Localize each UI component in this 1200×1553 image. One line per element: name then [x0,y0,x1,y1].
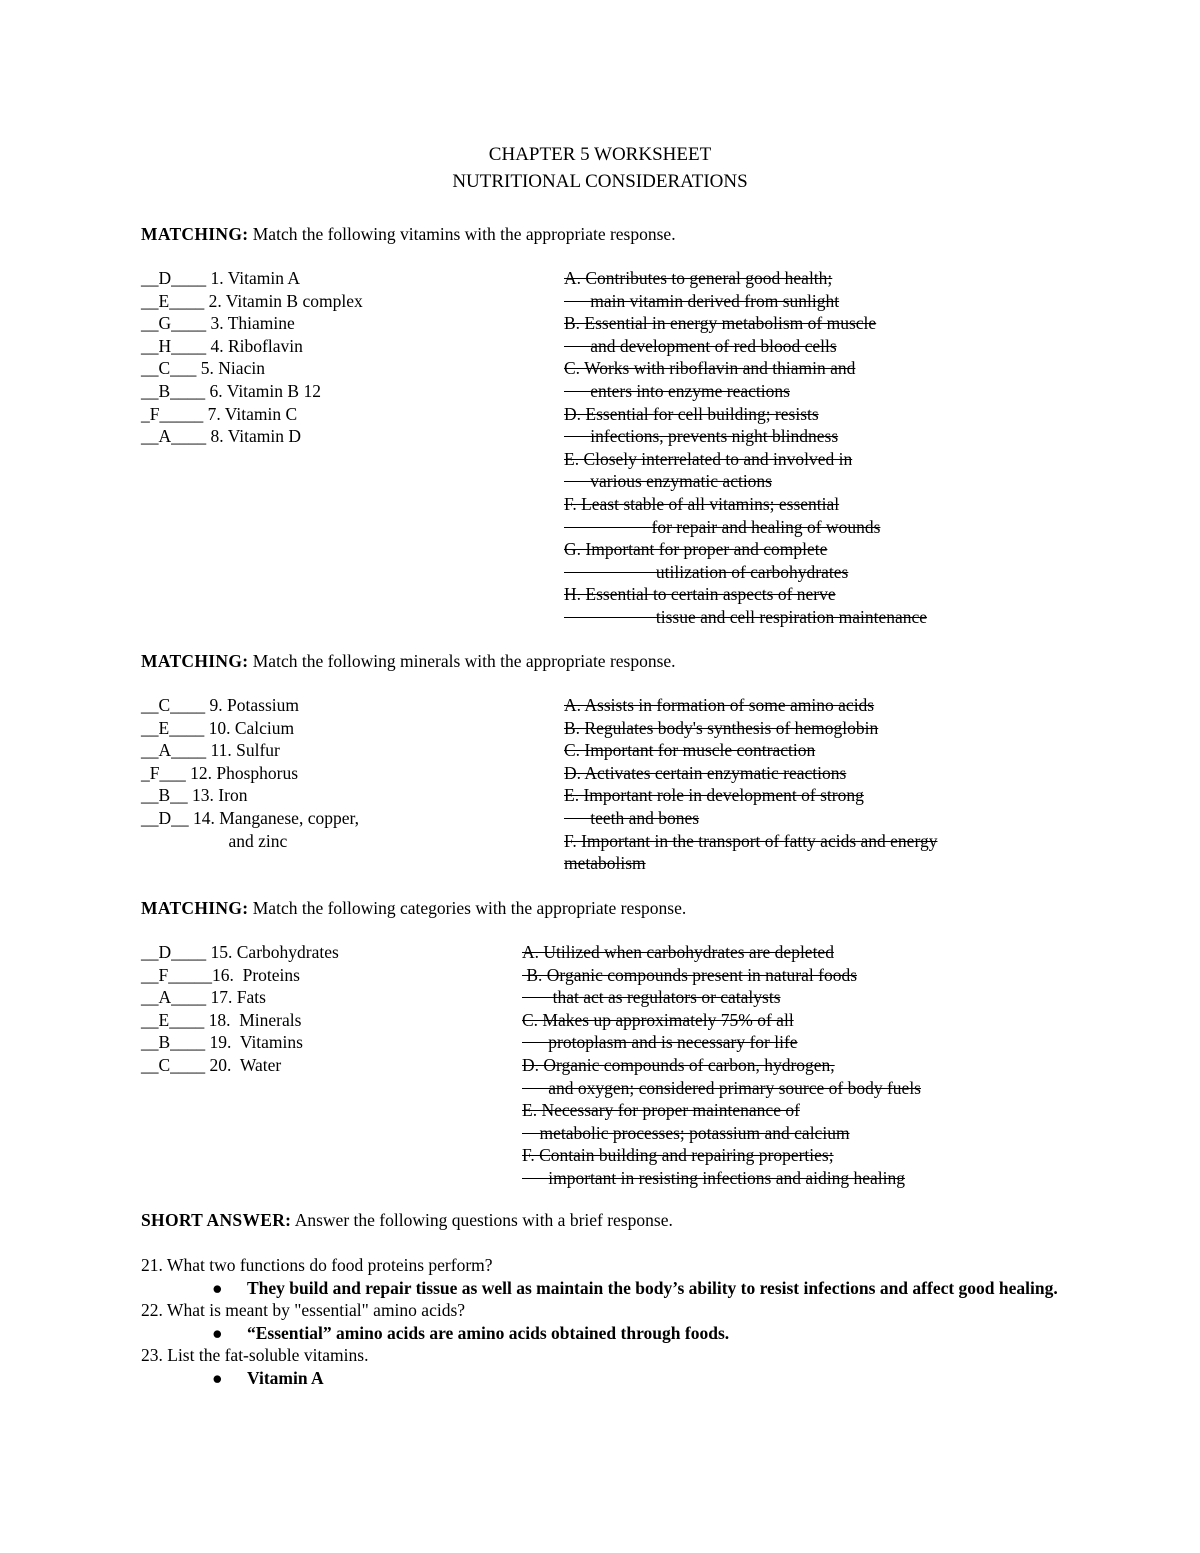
list-item: __A____ 8. Vitamin D [141,426,302,447]
section-label: SHORT ANSWER: [141,1210,292,1230]
answer-text: “Essential” amino acids are amino acids obtained through foods. [247,1322,730,1343]
question-text: 21. What two functions do food proteins perform? [141,1255,493,1275]
list-item: __B____ 19. Vitamins [141,1032,303,1053]
response-line: metabolic processes; potassium and calcium [522,1122,850,1143]
list-item: __G____ 3. Thiamine [141,313,295,334]
minerals-response-list [564,694,937,875]
list-item: __E____ 2. Vitamin B complex [141,290,363,311]
list-item: __D__ 14. Manganese, copper, [141,807,359,828]
bullet-icon: ● [212,1367,223,1388]
response-line: F. Contain building and repairing properties; [522,1145,834,1166]
list-item: __B____ 6. Vitamin B 12 [141,380,321,401]
minerals-section-heading [141,651,676,672]
list-item: __D____ 1. Vitamin A [141,268,301,288]
response-line: enters into enzyme reactions [564,380,790,401]
response-line: C. Works with riboflavin and thiamin and [564,358,856,379]
response-line: C. Makes up approximately 75% of all [522,1009,794,1030]
list-item: __A____ 11. Sulfur [141,740,280,761]
response-line: metabolism [564,853,646,874]
short-answer-list [141,1254,1071,1390]
response-line: A. Utilized when carbohydrates are depleted [522,942,834,962]
response-line: main vitamin derived from sunlight [564,290,840,311]
list-item: _F___ 12. Phosphorus [141,762,299,783]
response-line: E. Closely interrelated to and involved in [564,448,853,469]
answer-item [141,1277,1071,1300]
response-line: teeth and bones [564,807,700,828]
categories-response-list [522,941,921,1190]
response-line: G. Important for proper and complete [564,539,828,560]
list-item: __B__ 13. Iron [141,785,248,806]
response-line: E. Important role in development of strong [564,785,864,806]
list-item: __E____ 10. Calcium [141,717,295,738]
response-line: and oxygen; considered primary source of body fuels [522,1077,921,1098]
response-line: B. Essential in energy metabolism of muscle [564,313,877,334]
vitamins-response-list [564,267,927,629]
list-item: __A____ 17. Fats [141,987,266,1008]
section-instruction: Match the following minerals with the appropriate response. [252,651,676,671]
response-line: A. Assists in formation of some amino acids [564,695,875,715]
answer-text: Vitamin A [247,1367,324,1388]
response-line: F. Important in the transport of fatty acids and energy [564,830,938,851]
list-item: __C____ 9. Potassium [141,695,300,715]
section-instruction: Answer the following questions with a brief response. [294,1210,673,1230]
response-line: protoplasm and is necessary for life [522,1032,798,1053]
section-label: MATCHING: [141,224,249,244]
list-item: __C____ 20. Water [141,1054,282,1075]
categories-item-list [141,941,339,1077]
response-line: utilization of carbohydrates [564,561,849,582]
question-text: 22. What is meant by "essential" amino acids? [141,1300,466,1321]
page-title: CHAPTER 5 WORKSHEET [488,144,712,165]
response-line: and development of red blood cells [564,335,837,356]
bullet-icon: ● [212,1322,223,1343]
vitamins-section-heading [141,224,676,245]
page-subtitle: NUTRITIONAL CONSIDERATIONS [452,171,748,192]
answer-text: They build and repair tissue as well as maintain the body’s ability to resist infections and affect good healing. [247,1277,1058,1298]
answer-item [141,1322,1071,1345]
section-label: MATCHING: [141,651,249,671]
list-item: __C___ 5. Niacin [141,358,265,379]
section-label: MATCHING: [141,898,249,918]
list-item: __E____ 18. Minerals [141,1009,302,1030]
response-line: B. Regulates body's synthesis of hemoglobin [564,717,879,738]
minerals-item-list [141,694,359,852]
categories-section-heading [141,898,686,919]
answer-item [141,1367,1071,1390]
response-line: D. Organic compounds of carbon, hydrogen, [522,1054,835,1075]
response-line: that act as regulators or catalysts [522,987,781,1008]
response-line: D. Essential for cell building; resists [564,403,819,424]
response-line: E. Necessary for proper maintenance of [522,1100,800,1121]
list-item: and zinc [141,830,288,851]
list-item: __F_____16. Proteins [141,964,300,985]
response-line: H. Essential to certain aspects of nerve [564,584,836,605]
section-instruction: Match the following vitamins with the appropriate response. [252,224,676,244]
response-line: D. Activates certain enzymatic reactions [564,762,847,783]
response-line: various enzymatic actions [564,471,772,492]
vitamins-item-list [141,267,363,448]
response-line: infections, prevents night blindness [564,426,839,447]
short-answer-heading [141,1210,673,1231]
list-item: __H____ 4. Riboflavin [141,335,303,356]
bullet-icon: ● [212,1277,223,1298]
list-item: __D____ 15. Carbohydrates [141,942,339,962]
response-line: A. Contributes to general good health; [564,268,833,288]
question-text: 23. List the fat-soluble vitamins. [141,1345,369,1366]
list-item: _F_____ 7. Vitamin C [141,403,298,424]
response-line: B. Organic compounds present in natural foods [522,964,858,985]
response-line: F. Least stable of all vitamins; essential [564,493,840,514]
response-line: for repair and healing of wounds [564,516,881,537]
response-line: important in resisting infections and aiding healing [522,1167,905,1188]
section-instruction: Match the following categories with the appropriate response. [252,898,687,918]
response-line: tissue and cell respiration maintenance [564,606,928,627]
response-line: C. Important for muscle contraction [564,740,816,761]
